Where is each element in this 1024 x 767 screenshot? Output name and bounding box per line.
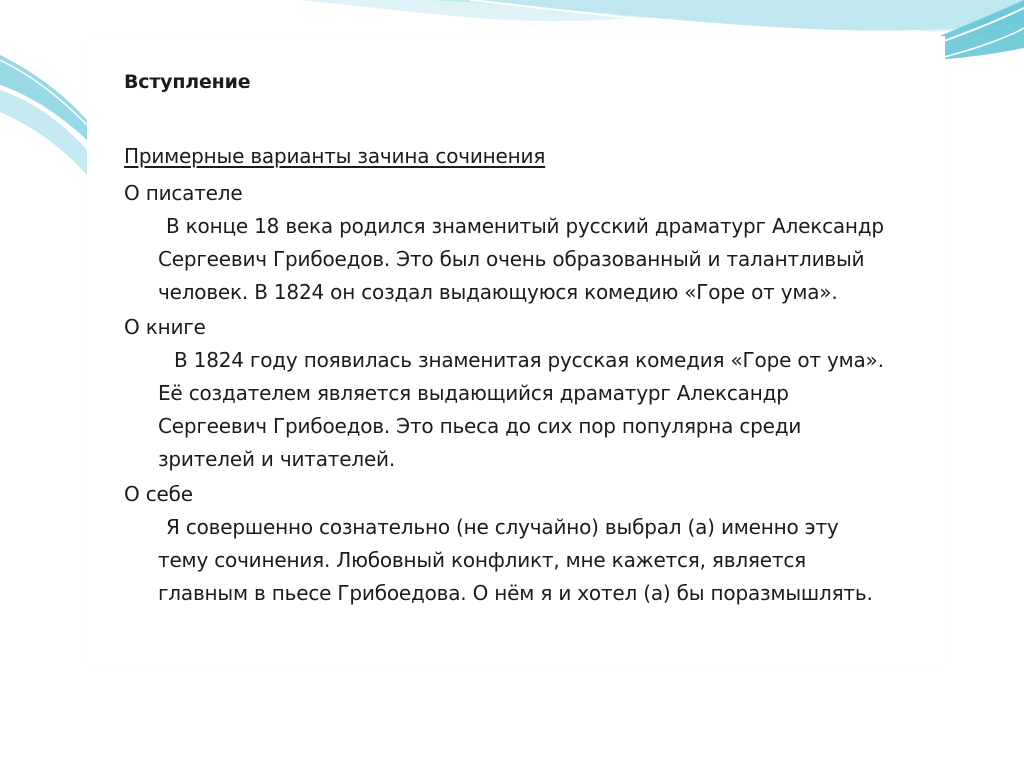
section-label-writer: О писателе	[124, 181, 243, 205]
section-label-self: О себе	[124, 482, 193, 506]
subheading: Примерные варианты зачина сочинения	[124, 144, 546, 168]
paragraph-line: тему сочинения. Любовный конфликт, мне кажется, является	[158, 548, 806, 572]
page-title: Вступление	[124, 71, 251, 93]
paragraph-line: Её создателем является выдающийся драматург Александр	[158, 381, 789, 405]
text-block	[87, 36, 945, 664]
content-card	[87, 36, 945, 664]
paragraph-line: человек. В 1824 он создал выдающуюся комедию «Горе от ума».	[158, 280, 838, 304]
paragraph-line: Я совершенно сознательно (не случайно) выбрал (а) именно эту	[166, 515, 839, 539]
paragraph-line: Сергеевич Грибоедов. Это пьеса до сих пор популярна среди	[158, 414, 802, 438]
paragraph-line: В 1824 году появилась знаменитая русская комедия «Горе от ума».	[174, 348, 884, 372]
paragraph-line: главным в пьесе Грибоедова. О нём я и хотел (а) бы поразмышлять.	[158, 581, 873, 605]
paragraph-line: Сергеевич Грибоедов. Это был очень образованный и талантливый	[158, 247, 865, 271]
paragraph-line: зрителей и читателей.	[158, 447, 396, 471]
paragraph-line: В конце 18 века родился знаменитый русский драматург Александр	[166, 214, 884, 238]
section-label-book: О книге	[124, 315, 206, 339]
